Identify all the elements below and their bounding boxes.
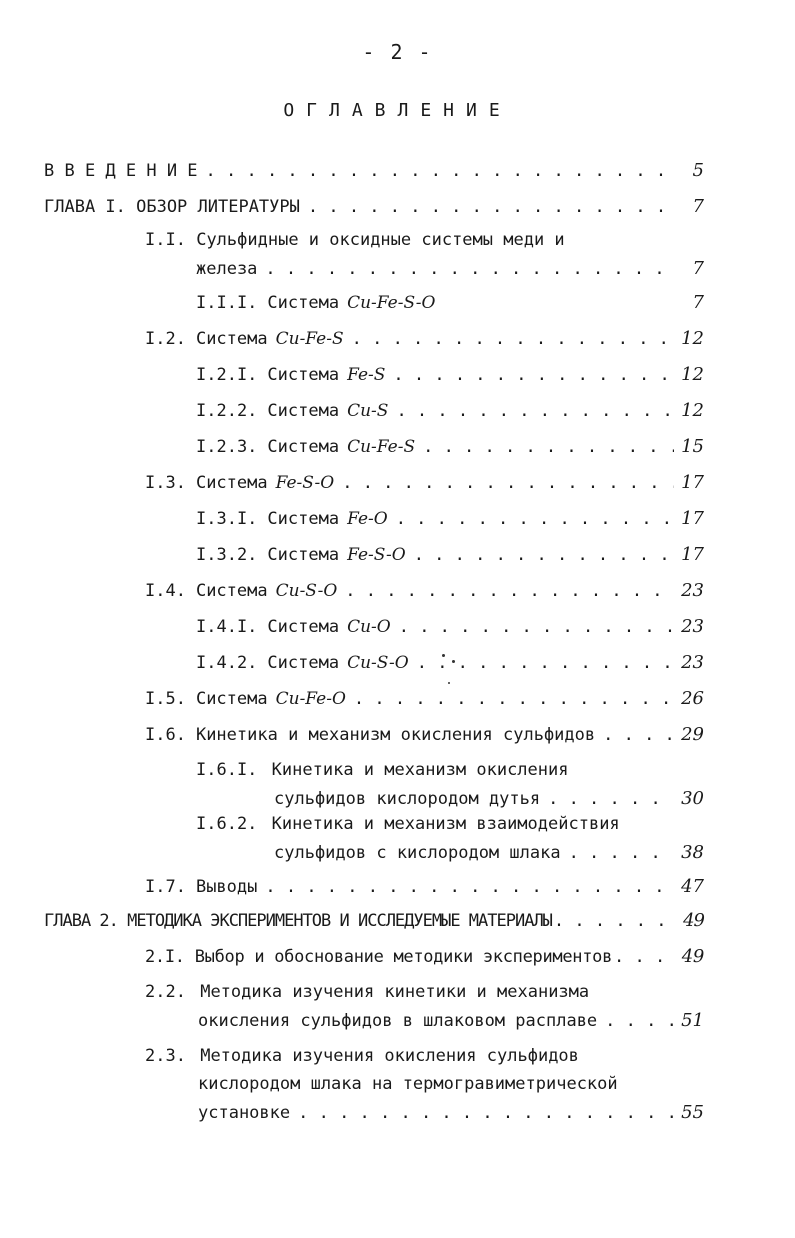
- toc-page-number: 7: [692, 258, 704, 279]
- toc-entry-1-6-1-line1: [196, 760, 568, 780]
- toc-entry-label: Система: [195, 581, 268, 601]
- toc-entry-label: Методика изучения кинетики и механизма: [200, 982, 590, 1002]
- toc-entry-number: I.4.I.: [196, 617, 258, 637]
- toc-entry-number: I.7.: [145, 877, 186, 897]
- toc-entry-label: Система: [267, 293, 340, 313]
- toc-entry-label: Сульфидные и оксидные системы меди и: [196, 230, 565, 250]
- toc-entry-label: ГЛАВА I. ОБЗОР ЛИТЕРАТУРЫ: [44, 197, 300, 217]
- toc-entry-1-3-1[interactable]: [196, 508, 704, 529]
- toc-page-number: 26: [681, 688, 704, 709]
- toc-entry-label-cont: окисления сульфидов в шлаковом расплаве: [198, 1011, 598, 1031]
- toc-entry-label: Методика изучения окисления сульфидов: [200, 1046, 579, 1066]
- dot-leader: [605, 1011, 674, 1031]
- toc-entry-number: 2.2.: [145, 982, 186, 1002]
- toc-entry-label: Система: [267, 545, 340, 565]
- toc-entry-label: Система: [195, 329, 268, 349]
- toc-entry-number: I.6.: [145, 725, 186, 745]
- toc-entry-1-1-1[interactable]: [196, 292, 704, 313]
- toc-entry-number: I.4.: [145, 581, 186, 601]
- dot-leader: [298, 1103, 674, 1123]
- toc-formula: Fe-S: [347, 365, 386, 385]
- toc-entry-label: Кинетика и механизм взаимодействия: [271, 814, 620, 834]
- toc-entry-label: Система: [267, 509, 340, 529]
- toc-formula: Fe-O: [347, 509, 388, 529]
- toc-formula: Fe-S-O: [347, 545, 406, 565]
- dot-leader: [342, 473, 674, 493]
- toc-entry-number: I.2.2.: [196, 401, 258, 421]
- dot-leader: [417, 653, 674, 673]
- dot-leader: [614, 947, 674, 967]
- toc-entry-2-2[interactable]: [198, 1010, 704, 1031]
- page-number: - 2 -: [362, 40, 433, 64]
- toc-entry-label: В В Е Д Е Н И Е: [44, 161, 198, 181]
- toc-entry-label: Выбор и обоснование методики экспериментов: [194, 947, 613, 967]
- dot-leader: [414, 545, 674, 565]
- toc-page-number: 12: [681, 400, 704, 421]
- toc-entry-label: Система: [195, 689, 268, 709]
- toc-entry-1-1-line1: [145, 230, 565, 250]
- toc-formula: Cu-O: [347, 617, 391, 637]
- toc-entry-1-5[interactable]: [145, 688, 704, 709]
- toc-formula: Cu-Fe-S: [275, 329, 344, 349]
- dot-leader: [569, 843, 674, 863]
- toc-entry-label: Система: [267, 617, 340, 637]
- toc-entry-1-2[interactable]: [145, 328, 704, 349]
- toc-entry-1-6-2-line1: [196, 814, 620, 834]
- toc-page-number: 17: [681, 508, 704, 529]
- toc-entry-number: I.I.I.: [196, 293, 258, 313]
- dot-leader: [548, 789, 674, 809]
- toc-page-number: 47: [681, 876, 704, 897]
- toc-entry-1-6[interactable]: [145, 724, 704, 745]
- dot-leader: [396, 401, 674, 421]
- toc-page-number: 29: [681, 724, 704, 745]
- toc-page-number: 23: [681, 580, 704, 601]
- toc-entry-1-6-1[interactable]: [274, 788, 704, 809]
- toc-formula: Cu-Fe-S: [347, 437, 416, 457]
- toc-entry-2-3-line2: [198, 1074, 618, 1094]
- toc-entry-1-3-2[interactable]: [196, 544, 704, 565]
- toc-entry-label-cont: установке: [198, 1103, 291, 1123]
- toc-page-number: 38: [681, 842, 704, 863]
- toc-page-number: 12: [681, 364, 704, 385]
- toc-entry-intro[interactable]: [44, 160, 704, 181]
- toc-entry-label: ГЛАВА 2. МЕТОДИКА ЭКСПЕРИМЕНТОВ И ИССЛЕДУЕМЫЕ МАТЕРИАЛЫ: [44, 911, 552, 931]
- toc-entry-1-2-2[interactable]: [196, 400, 704, 421]
- dot-leader: [206, 161, 674, 181]
- dot-leader: [399, 617, 674, 637]
- toc-entry-1-6-2[interactable]: [274, 842, 704, 863]
- dot-leader: [393, 365, 674, 385]
- toc-entry-number: 2.3.: [145, 1046, 186, 1066]
- toc-page-number: 17: [681, 544, 704, 565]
- toc-entry-number: I.3.: [145, 473, 186, 493]
- toc-page-number: 5: [692, 160, 704, 181]
- toc-entry-1-4-2[interactable]: [196, 652, 704, 673]
- toc-entry-label: Кинетика и механизм окисления сульфидов: [195, 725, 596, 745]
- toc-entry-label: Система: [267, 653, 340, 673]
- toc-formula: Fe-S-O: [275, 473, 335, 493]
- dot-leader: [554, 911, 674, 931]
- toc-formula: Cu-S: [347, 401, 389, 421]
- toc-entry-1-4-1[interactable]: [196, 616, 704, 637]
- toc-entry-chapter-1[interactable]: [44, 196, 704, 217]
- toc-entry-label: Система: [267, 401, 340, 421]
- toc-entry-number: I.2.I.: [196, 365, 258, 385]
- toc-entry-1-4[interactable]: [145, 580, 704, 601]
- toc-formula: Cu-S-O: [347, 653, 409, 673]
- toc-formula: Cu-Fe-S-O: [347, 293, 436, 313]
- toc-entry-2-3-line1: [145, 1046, 579, 1066]
- toc-page-number: 23: [681, 652, 704, 673]
- toc-entry-2-1[interactable]: [145, 946, 704, 967]
- toc-entry-chapter-2[interactable]: [44, 910, 704, 931]
- toc-entry-label-cont: сульфидов с кислородом шлака: [274, 843, 561, 863]
- toc-entry-label-cont: кислородом шлака на термогравиметрической: [198, 1074, 618, 1094]
- toc-page-number: 55: [681, 1102, 704, 1123]
- dot-leader: [352, 329, 674, 349]
- toc-page-number: 12: [681, 328, 704, 349]
- toc-page-number: 7: [692, 292, 704, 313]
- page-title: ОГЛАВЛЕНИЕ: [283, 100, 512, 121]
- toc-entry-number: I.4.2.: [196, 653, 258, 673]
- toc-entry-number: I.2.3.: [196, 437, 258, 457]
- toc-entry-1-3[interactable]: [145, 472, 704, 493]
- toc-entry-1-7[interactable]: [145, 876, 704, 897]
- toc-page-number: 49: [681, 946, 704, 967]
- toc-entry-number: I.6.I.: [196, 760, 258, 780]
- toc-page-number: 17: [681, 472, 704, 493]
- ink-smudge: [442, 654, 445, 657]
- dot-leader: [603, 725, 674, 745]
- toc-entry-number: I.6.2.: [196, 814, 258, 834]
- toc-entry-1-1[interactable]: [196, 258, 704, 279]
- dot-leader: [265, 877, 674, 897]
- toc-page-number: 23: [681, 616, 704, 637]
- toc-entry-1-2-1[interactable]: [196, 364, 704, 385]
- toc-formula: Cu-S-O: [275, 581, 338, 601]
- ink-smudge: [448, 682, 450, 684]
- toc-entry-2-2-line1: [145, 982, 589, 1002]
- toc-page-number: 49: [683, 910, 704, 931]
- toc-entry-number: I.3.2.: [196, 545, 258, 565]
- toc-entry-label: Выводы: [195, 877, 258, 897]
- dot-leader: [308, 197, 674, 217]
- ink-smudge: [452, 660, 455, 663]
- toc-entry-number: 2.I.: [145, 947, 185, 967]
- toc-entry-number: I.2.: [145, 329, 186, 349]
- toc-page-number: 15: [681, 436, 704, 457]
- toc-entry-label: Кинетика и механизм окисления: [271, 760, 569, 780]
- toc-entry-2-3[interactable]: [198, 1102, 704, 1123]
- toc-page-number: 51: [681, 1010, 704, 1031]
- toc-entry-number: I.3.I.: [196, 509, 258, 529]
- dot-leader: [345, 581, 674, 601]
- toc-entry-number: I.I.: [145, 230, 186, 250]
- toc-entry-label: Система: [267, 365, 340, 385]
- dot-leader: [354, 689, 674, 709]
- toc-entry-number: I.5.: [145, 689, 186, 709]
- toc-formula: Cu-Fe-O: [275, 689, 346, 709]
- toc-entry-label-cont: железа: [196, 259, 258, 279]
- toc-entry-1-2-3[interactable]: [196, 436, 704, 457]
- dot-leader: [423, 437, 674, 457]
- dot-leader: [265, 259, 674, 279]
- toc-entry-label: Система: [267, 437, 340, 457]
- toc-entry-label-cont: сульфидов кислородом дутья: [274, 789, 541, 809]
- toc-page-number: 30: [681, 788, 704, 809]
- toc-entry-label: Система: [195, 473, 268, 493]
- toc-page-number: 7: [692, 196, 704, 217]
- dot-leader: [396, 509, 674, 529]
